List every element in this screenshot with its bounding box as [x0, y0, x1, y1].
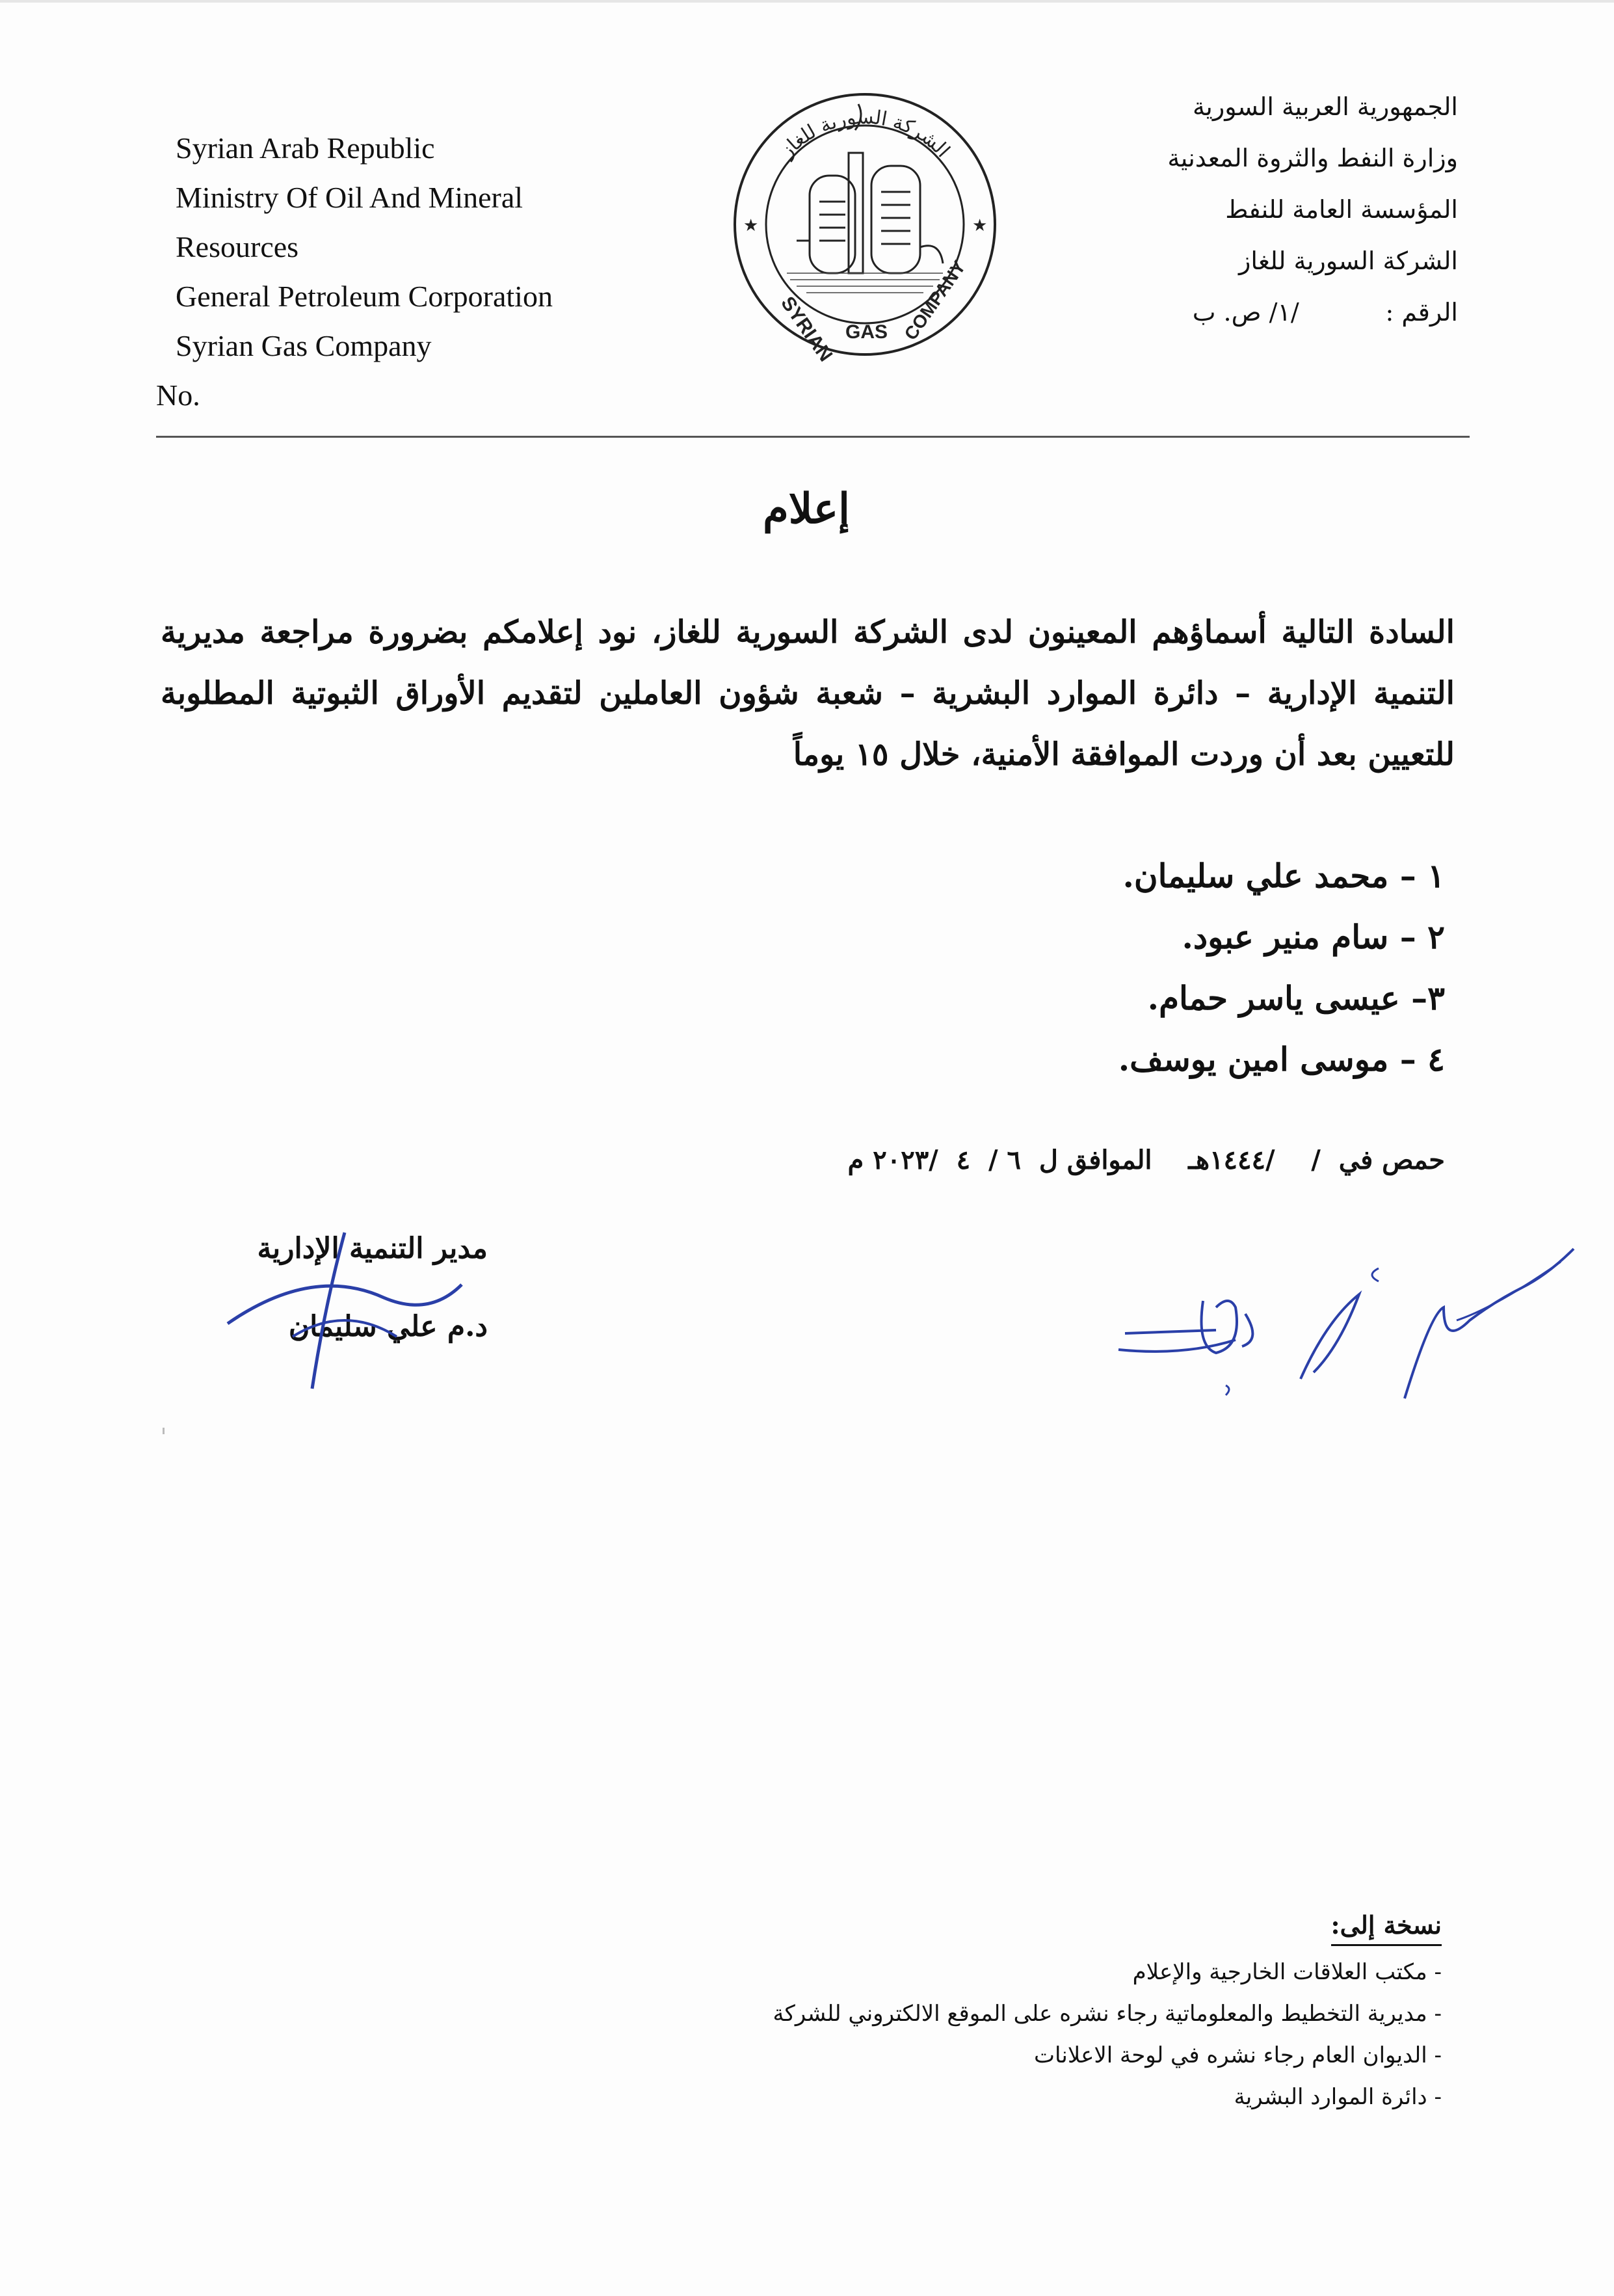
list-item: - الديوان العام رجاء نشره في لوحة الاعلانات: [1033, 2042, 1442, 2068]
signer-title: مدير التنمية الإدارية: [257, 1232, 488, 1265]
list-item: ٣– عيسى ياسر حمام.: [1147, 979, 1445, 1017]
header-en-line3: Resources: [176, 230, 299, 263]
syrian-gas-company-seal: [725, 85, 1005, 364]
reference-number-label: No.: [156, 379, 200, 412]
list-item: ٢ – سام منير عبود.: [1182, 918, 1445, 956]
header-ar-line3: المؤسسة العامة للنفط: [1225, 195, 1458, 224]
header-ar-line4: الشركة السورية للغاز: [1238, 247, 1458, 275]
appointee-list: [860, 846, 1445, 1090]
signer-name: د.م علي سليمان: [288, 1310, 488, 1343]
header-ar-line2: وزارة النفط والثروة المعدنية: [1167, 144, 1458, 172]
header-en-line2: Ministry Of Oil And Mineral: [176, 181, 523, 214]
signature-left: [215, 1226, 488, 1395]
header-arabic: [1003, 81, 1458, 338]
header-en-line4: General Petroleum Corporation: [176, 280, 553, 313]
list-item: ١ – محمد علي سليمان.: [1122, 857, 1445, 895]
signature-right: [1105, 1236, 1580, 1431]
star-icon: ★: [743, 216, 759, 235]
logo-company-text: COMPANY: [900, 257, 970, 344]
announcement-body: السادة التالية أسماؤهم المعينون لدى الشركة السورية للغاز، نود إعلامكم بضرورة مراجعة مديرية التنمية الإدارية – دائرة الموارد البشرية – شعبة شؤون العاملين لتقديم الأوراق الثبوتية المطلوبة للتعيين بعد أن وردت الموافقة الأمنية، خلال ١٥ يوماً: [161, 614, 1455, 773]
list-item: - مديرية التخطيط والمعلوماتية رجاء نشره على الموقع الالكتروني للشركة: [773, 2001, 1442, 2027]
list-item: - دائرة الموارد البشرية: [1234, 2084, 1442, 2110]
copy-to-block: [661, 1906, 1442, 2118]
svg-text:الشركة السورية للغاز: [775, 106, 955, 163]
document-title: إعلام: [763, 485, 850, 533]
star-icon: ★: [972, 216, 988, 235]
scan-edge: [0, 0, 1614, 3]
scan-mark: [163, 1428, 165, 1434]
date-line: حمص في / /١٤٤٤هـ الموافق ل ٦ / ٤ /٢٠٢٣ م: [847, 1145, 1445, 1175]
header-en-line1: Syrian Arab Republic: [176, 131, 435, 165]
logo-gas-text: GAS: [845, 321, 888, 343]
header-english: [156, 124, 709, 420]
header-en-line5: Syrian Gas Company: [176, 329, 432, 362]
list-item: ٤ – موسى امين يوسف.: [1118, 1040, 1445, 1078]
logo-syrian-text: SYRIAN: [776, 293, 837, 364]
header-ar-reference: الرقم : /١/ ص. ب: [1192, 298, 1458, 327]
list-item: - مكتب العلاقات الخارجية والإعلام: [1132, 1959, 1442, 1985]
header-ar-line1: الجمهورية العربية السورية: [1192, 92, 1458, 121]
header-divider: [156, 436, 1470, 438]
copy-to-title: نسخة إلى:: [1331, 1906, 1442, 1946]
logo-arc-text: الشركة السورية للغاز: [775, 105, 955, 163]
company-logo: [725, 85, 1005, 364]
